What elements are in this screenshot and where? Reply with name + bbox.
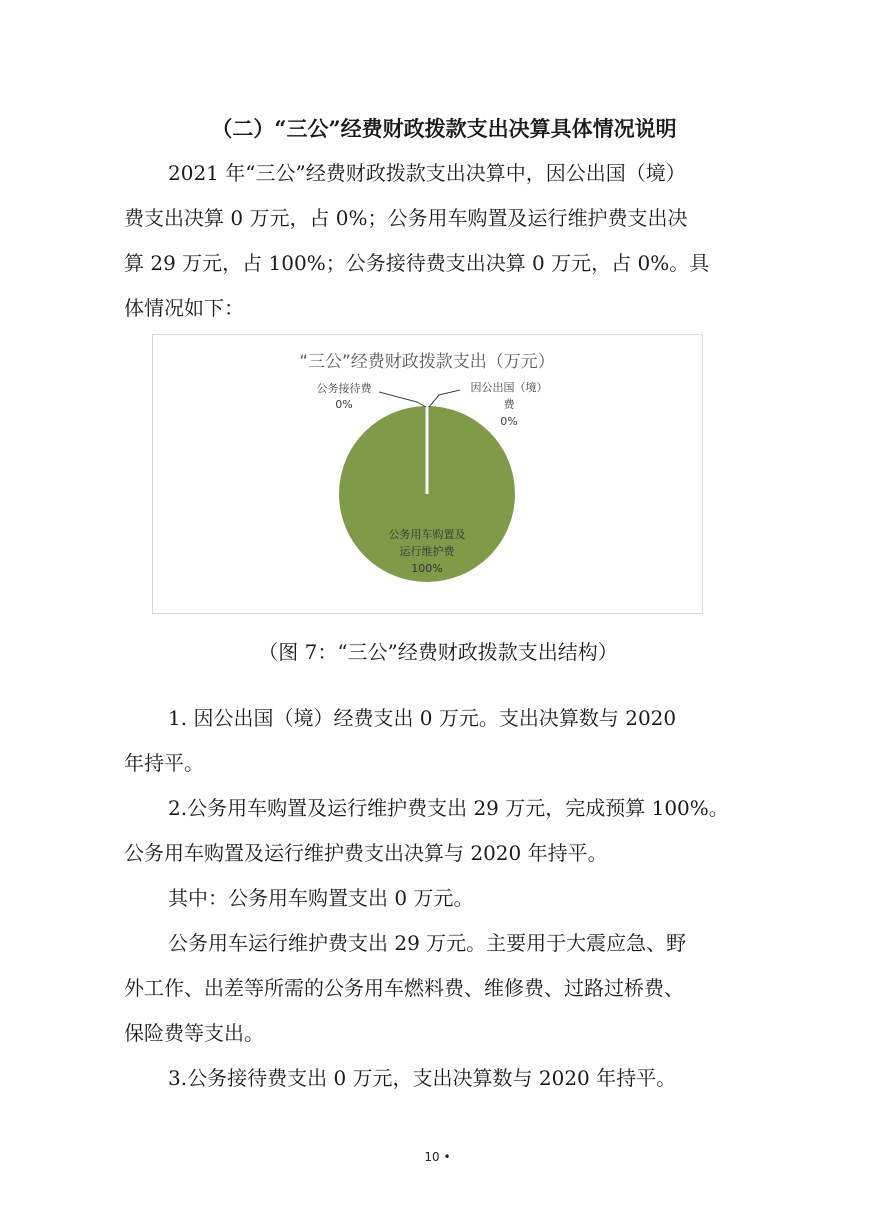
pie-chart: [152, 334, 703, 614]
intro-paragraph: [124, 151, 764, 331]
item-3: [124, 1056, 764, 1101]
text-line: 公务用车运行维护费支出 29 万元。主要用于大震应急、野: [168, 931, 687, 955]
slice-label-vehicle: 公务用车购置及: [388, 528, 466, 541]
text-line: 公务用车购置及运行维护费支出决算与 2020 年持平。: [124, 841, 608, 865]
text-line: 体情况如下：: [124, 296, 244, 320]
slice-value-reception: 0%: [335, 398, 353, 411]
text-line: 2.公务用车购置及运行维护费支出 29 万元，完成预算 100%。: [168, 796, 729, 820]
slice-label-reception: 公务接待费: [316, 382, 372, 395]
leader-line-reception: [379, 392, 426, 407]
text-line: 外工作、出差等所需的公务用车燃料费、维修费、过路过桥费、: [124, 976, 684, 1000]
leader-line-abroad: [429, 390, 460, 407]
item-2: [124, 786, 764, 1056]
text-line: 年持平。: [124, 751, 204, 775]
text-line: 算 29 万元，占 100%；公务接待费支出决算 0 万元，占 0%。具: [124, 251, 710, 275]
slice-value-abroad: 0%: [500, 415, 518, 428]
chart-title: “三公”经费财政拨款支出（万元）: [299, 352, 555, 372]
slice-label-abroad: 因公出国（境）: [470, 381, 548, 394]
text-line: 2021 年“三公”经费财政拨款支出决算中，因公出国（境）: [168, 161, 686, 185]
slice-value-vehicle: 100%: [411, 562, 443, 575]
section-heading: （二）“三公”经费财政拨款支出决算具体情况说明: [211, 116, 677, 141]
text-line: 其中：公务用车购置支出 0 万元。: [168, 886, 474, 910]
slice-label-abroad-cont: 费: [503, 398, 515, 411]
text-line: 3.公务接待费支出 0 万元，支出决算数与 2020 年持平。: [168, 1066, 677, 1090]
text-line: 保险费等支出。: [124, 1021, 264, 1045]
text-line: 费支出决算 0 万元，占 0%；公务用车购置及运行维护费支出决: [124, 206, 688, 230]
slice-label-vehicle-cont: 运行维护费: [399, 545, 455, 558]
text-line: 1. 因公出国（境）经费支出 0 万元。支出决算数与 2020: [168, 706, 677, 730]
pie-chart-svg: [153, 335, 702, 613]
page-number: 10 •: [424, 1150, 451, 1164]
figure-caption: （图 7：“三公”经费财政拨款支出结构）: [258, 640, 618, 664]
item-1: [124, 696, 764, 786]
